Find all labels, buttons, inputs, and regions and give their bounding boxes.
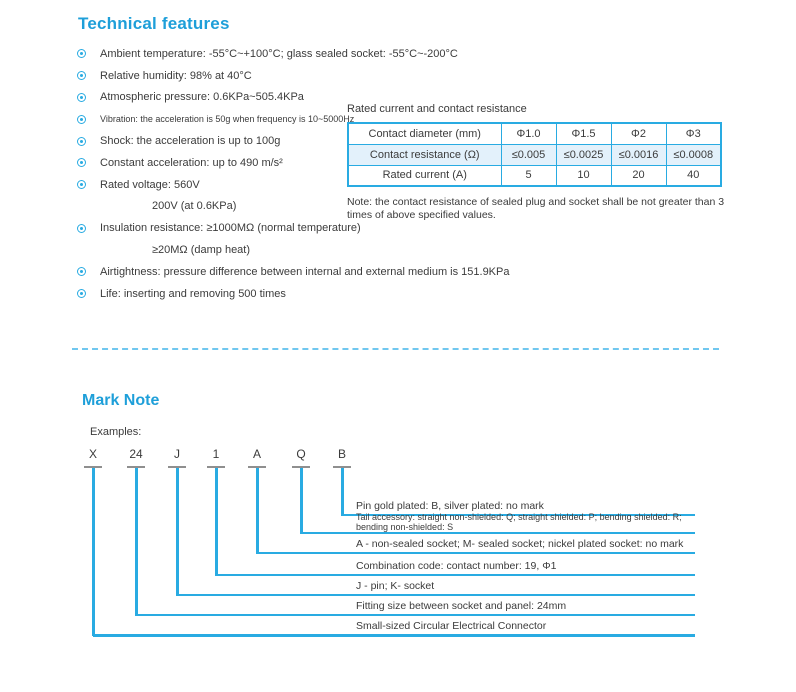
cell: Φ2 bbox=[611, 123, 666, 144]
feature-item bbox=[72, 65, 552, 87]
table-note: Note: the contact resistance of sealed plug and socket shall be not greater than 3 times of above specified values. bbox=[347, 196, 725, 222]
cell: 10 bbox=[556, 165, 611, 186]
code-letter: J bbox=[174, 447, 180, 461]
code-letter: 1 bbox=[212, 447, 220, 461]
section-title-technical-features: Technical features bbox=[78, 14, 230, 33]
feature-text: Insulation resistance: ≥1000MΩ (normal temperature) bbox=[100, 222, 361, 235]
code-letter: X bbox=[88, 447, 98, 461]
feature-text: Rated voltage: 560V bbox=[100, 178, 200, 191]
code-letter: A bbox=[252, 447, 262, 461]
bullseye-bullet-icon bbox=[72, 93, 100, 102]
bullseye-bullet-icon bbox=[72, 49, 100, 58]
connector-horizontal-line bbox=[177, 594, 695, 596]
feature-item bbox=[72, 43, 552, 65]
cell: Φ1.0 bbox=[501, 123, 556, 144]
cell: ≤0.005 bbox=[501, 144, 556, 165]
feature-text: Life: inserting and removing 500 times bbox=[100, 287, 286, 300]
connector-vertical-line bbox=[256, 468, 259, 554]
bullseye-bullet-icon bbox=[72, 71, 100, 80]
bullseye-bullet-icon bbox=[72, 267, 100, 276]
section-title-mark-note: Mark Note bbox=[82, 392, 160, 409]
feature-text: ≥20MΩ (damp heat) bbox=[152, 244, 251, 257]
bullseye-bullet-icon bbox=[72, 137, 100, 146]
row-label: Contact diameter (mm) bbox=[348, 123, 501, 144]
connector-vertical-line bbox=[215, 468, 218, 576]
legend-label: J - pin; K- socket bbox=[356, 580, 435, 592]
connector-horizontal-line bbox=[216, 574, 695, 576]
connector-vertical-line bbox=[176, 468, 179, 596]
connector-horizontal-line bbox=[93, 634, 695, 637]
feature-item bbox=[72, 283, 552, 305]
table-row-highlighted bbox=[348, 144, 721, 165]
feature-text: Constant acceleration: up to 490 m/s² bbox=[100, 156, 283, 169]
legend-label: Pin gold plated: B, silver plated: no mark bbox=[356, 500, 544, 512]
legend-label: Fitting size between socket and panel: 24mm bbox=[356, 600, 567, 612]
row-label: Contact resistance (Ω) bbox=[348, 144, 501, 165]
cell: ≤0.0025 bbox=[556, 144, 611, 165]
connector-vertical-line bbox=[300, 468, 303, 534]
connector-vertical-line bbox=[341, 468, 344, 516]
feature-text: Atmospheric pressure: 0.6KPa~505.4KPa bbox=[100, 91, 304, 104]
connector-horizontal-line bbox=[136, 614, 695, 616]
legend-label: A - non-sealed socket; M- sealed socket; nickel plated socket: no mark bbox=[356, 538, 684, 550]
feature-text: Relative humidity: 98% at 40°C bbox=[100, 69, 252, 82]
feature-item bbox=[72, 261, 552, 283]
legend-label: Small-sized Circular Electrical Connector bbox=[356, 620, 547, 632]
cell: ≤0.0008 bbox=[666, 144, 721, 165]
dashed-divider bbox=[72, 348, 719, 350]
cell: Φ1.5 bbox=[556, 123, 611, 144]
code-letter: Q bbox=[296, 447, 306, 461]
connector-horizontal-line bbox=[257, 552, 695, 554]
feature-text: Shock: the acceleration is up to 100g bbox=[100, 135, 281, 148]
table-row bbox=[348, 165, 721, 186]
feature-text: Vibration: the acceleration is 50g when frequency is 10~5000Hz bbox=[100, 114, 355, 125]
bullseye-bullet-icon bbox=[72, 115, 100, 124]
connector-horizontal-line bbox=[301, 532, 695, 534]
examples-label: Examples: bbox=[90, 426, 142, 438]
rated-current-table bbox=[347, 122, 722, 187]
legend-label: Combination code: contact number: 19, Φ1 bbox=[356, 560, 557, 572]
cell: ≤0.0016 bbox=[611, 144, 666, 165]
feature-item-continuation bbox=[72, 239, 552, 261]
bullseye-bullet-icon bbox=[72, 180, 100, 189]
cell: Φ3 bbox=[666, 123, 721, 144]
code-letter: 24 bbox=[129, 447, 143, 461]
cell: 5 bbox=[501, 165, 556, 186]
feature-text: Airtightness: pressure difference between internal and external medium is 151.9KPa bbox=[100, 265, 510, 278]
bullseye-bullet-icon bbox=[72, 289, 100, 298]
code-letter: B bbox=[337, 447, 347, 461]
bullseye-bullet-icon bbox=[72, 224, 100, 233]
connector-vertical-line bbox=[92, 468, 95, 636]
table-title: Rated current and contact resistance bbox=[347, 103, 527, 115]
cell: 20 bbox=[611, 165, 666, 186]
rated-current-table-block bbox=[347, 103, 743, 222]
cell: 40 bbox=[666, 165, 721, 186]
feature-text: 200V (at 0.6KPa) bbox=[152, 200, 237, 213]
feature-text: Ambient temperature: -55°C~+100°C; glass sealed socket: -55°C~-200°C bbox=[100, 47, 458, 60]
table-row bbox=[348, 123, 721, 144]
row-label: Rated current (A) bbox=[348, 165, 501, 186]
bullseye-bullet-icon bbox=[72, 158, 100, 167]
legend-label: Tail accessory: straight non-shielded: Q; straight shielded: P; bending shielded: R; bending non-shielded: S bbox=[356, 512, 682, 532]
connector-vertical-line bbox=[135, 468, 138, 616]
